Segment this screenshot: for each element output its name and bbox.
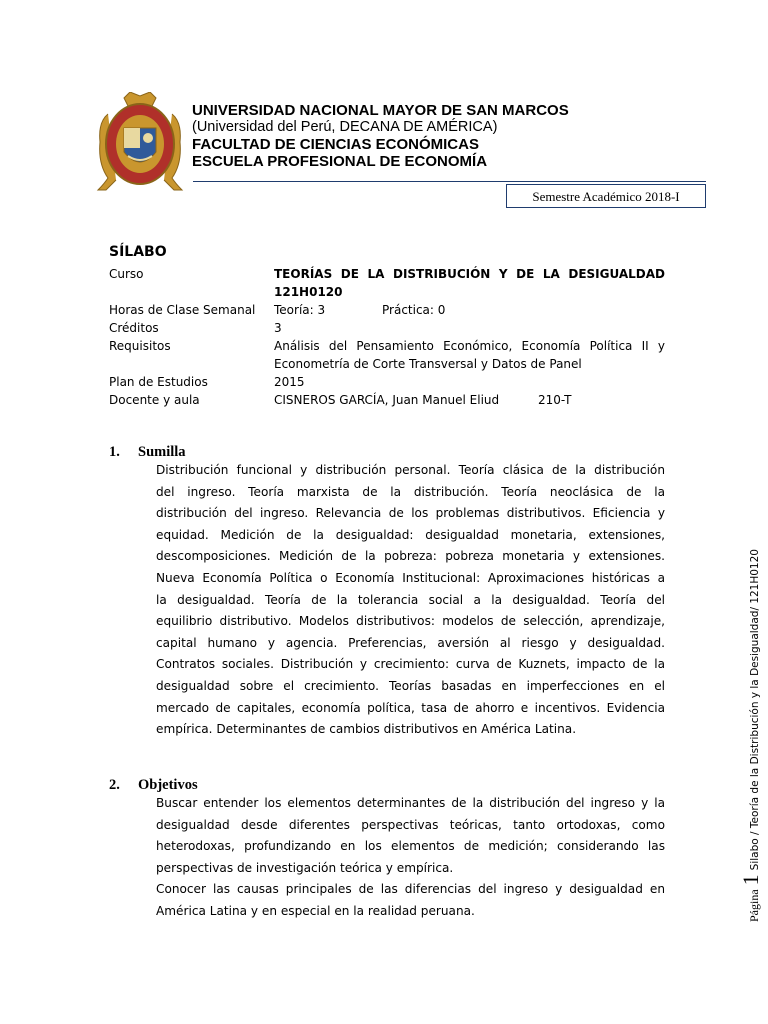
info-label-creditos: Créditos [109,321,159,335]
info-value-curso [274,265,665,301]
objetivos-paragraph [156,793,665,923]
info-value-creditos: 3 [274,321,282,335]
objetivos-line: desigualdad desde diferentes perspectivas teóricas, tanto ortodoxas, como [156,817,665,832]
page-number: 1 [738,874,763,886]
university-seal-logo [94,92,186,194]
info-label-requisitos: Requisitos [109,339,171,353]
objetivos-line: heterodoxas, profundizando en los elementos de medición; considerando las [156,839,665,854]
header-block [192,102,612,170]
page-title: SÍLABO [109,244,167,260]
objetivos-line: perspectivas de investigación teórica y empírica. [156,860,454,875]
school-name: ESCUELA PROFESIONAL DE ECONOMÍA [192,153,488,170]
sumilla-line: Contratos sociales. Distribución y crecimiento: curva de Kuznets, impacto de la [156,657,665,672]
sumilla-paragraph [156,460,665,741]
sumilla-line: capital humano y agencia. Preferencias, aversión al riesgo y desigualdad. [156,635,665,650]
sumilla-line: descomposiciones. Medición de la pobreza: pobreza monetaria y extensiones. [156,549,665,564]
info-value-plan: 2015 [274,375,305,389]
running-title: Silabo / Teoría de la Distribución y la Desigualdad/ 121H0120 [749,549,761,871]
section-heading-objetivos [109,777,198,794]
sumilla-line: Nueva Economía Política o Economía Institucional: Aproximaciones históricas a [156,570,665,585]
faculty-name: FACULTAD DE CIENCIAS ECONÓMICAS [192,136,479,153]
sumilla-line: la desigualdad. Teoría de la tolerancia social a la desigualdad. Teoría del [156,592,665,607]
sumilla-line: del ingreso. Teoría marxista de la distribución. Teoría neoclásica de la [156,484,665,499]
sumilla-line: mercado de capitales, economía política, tasa de ahorro e incentivos. Evidencia [156,700,665,715]
info-value-horas [274,301,665,319]
header-divider [193,181,706,182]
info-value-docente [274,391,665,409]
section-number: 2. [109,777,120,793]
info-label-docente: Docente y aula [109,393,200,407]
section-number: 1. [109,444,120,460]
university-name: UNIVERSIDAD NACIONAL MAYOR DE SAN MARCOS [192,102,569,119]
course-title: TEORÍAS DE LA DISTRIBUCIÓN Y DE LA DESIGUALDAD [274,267,665,281]
sumilla-line: equilibrio distributivo. Modelos distributivos: modelos de selección, aprendizaje, [156,614,665,629]
semester-badge: Semestre Académico 2018-I [506,184,706,208]
section-heading-sumilla [109,444,186,461]
sumilla-line: equidad. Medición de la desigualdad: desigualdad monetaria, extensiones, [156,527,665,542]
section-title: Objetivos [138,777,198,793]
objetivos-line: Buscar entender los elementos determinantes de la distribución del ingreso y la [156,796,665,810]
section-title: Sumilla [138,444,186,460]
sumilla-line: Distribución funcional y distribución personal. Teoría clásica de la distribución [156,463,665,477]
page-label: Página [747,889,761,922]
requisitos-line-2: Econometría de Corte Transversal y Datos de Panel [274,357,582,371]
sumilla-line: empírica. Determinantes de cambios distributivos en América Latina. [156,722,577,737]
requisitos-line-1: Análisis del Pensamiento Económico, Economía Política II y [274,339,665,353]
university-subtitle: (Universidad del Perú, DECANA DE AMÉRICA) [192,119,498,135]
aula-value: 210-T [538,393,572,407]
course-code: 121H0120 [274,285,343,299]
docente-name: CISNEROS GARCÍA, Juan Manuel Eliud [274,393,500,407]
sumilla-line: distribución del ingreso. Relevancia de los problemas distributivos. Eficiencia y [156,506,665,521]
info-value-requisitos [274,337,665,373]
horas-teoria: Teoría: 3 [274,303,326,317]
objetivos-line: Conocer las causas principales de las diferencias del ingreso y desigualdad en [156,882,665,897]
horas-practica: Práctica: 0 [382,303,446,317]
info-label-plan: Plan de Estudios [109,375,208,389]
side-page-footer [738,549,764,922]
info-label-curso: Curso [109,267,144,281]
info-label-horas: Horas de Clase Semanal [109,303,256,317]
sumilla-line: desigualdad sobre el crecimiento. Teorías basadas en imperfecciones en el [156,678,665,693]
objetivos-line: América Latina y en especial en la realidad peruana. [156,903,475,918]
